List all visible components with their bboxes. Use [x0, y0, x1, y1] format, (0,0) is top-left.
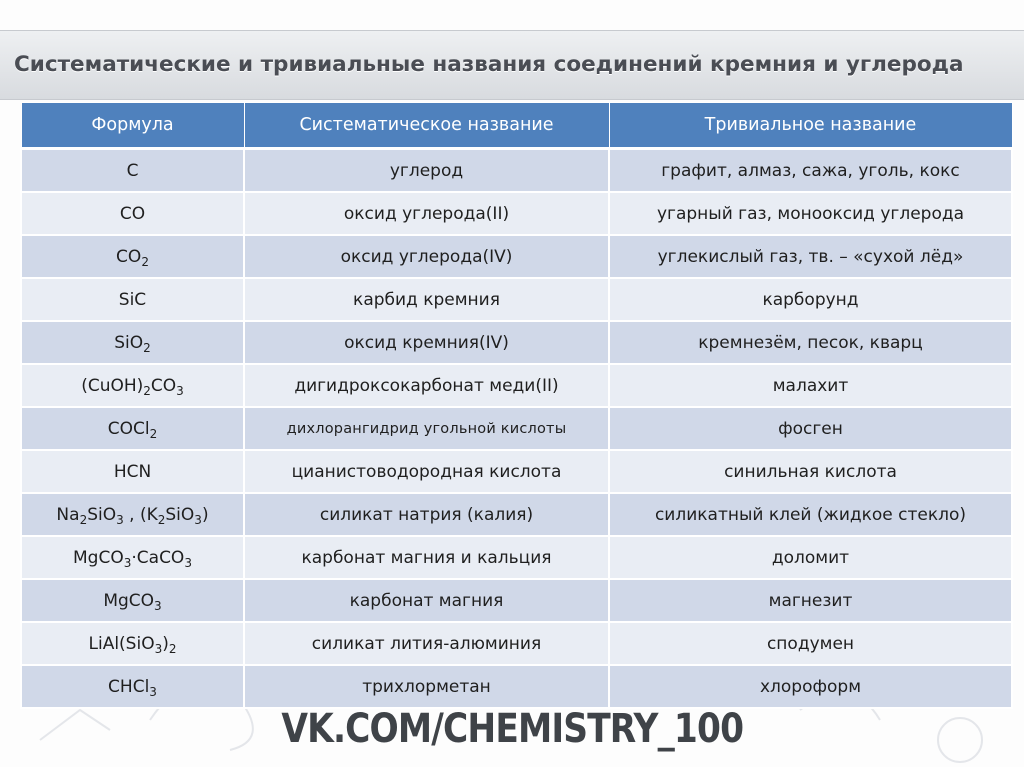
formula-cell: [21, 665, 244, 708]
trivial-name-cell: углекислый газ, тв. – «сухой лёд»: [609, 235, 1012, 278]
trivial-name-cell: угарный газ, монооксид углерода: [609, 192, 1012, 235]
formula-subscript: 3: [154, 598, 162, 613]
table-row: [21, 407, 1012, 450]
page-title: Систематические и тривиальные названия соединений кремния и углерода: [14, 52, 964, 77]
formula-cell: [21, 536, 244, 579]
formula-subscript: 2: [149, 426, 158, 441]
formula-cell: [21, 407, 244, 450]
trivial-name-cell: малахит: [609, 364, 1012, 407]
trivial-name-cell: кремнезём, песок, кварц: [609, 321, 1012, 364]
title-bar: [0, 30, 1024, 100]
systematic-name-cell: цианистоводородная кислота: [244, 450, 609, 493]
table-row: [21, 579, 1012, 622]
formula-text: CHCl: [108, 676, 150, 697]
formula-subscript: 3: [123, 555, 132, 570]
table-row: [21, 665, 1012, 708]
table-row: [21, 536, 1012, 579]
formula-cell: [21, 622, 244, 665]
trivial-name-cell: графит, алмаз, сажа, уголь, кокс: [609, 149, 1012, 193]
trivial-name-cell: хлороформ: [609, 665, 1012, 708]
formula-cell: [21, 450, 244, 493]
header-trivial-name: Тривиальное название: [609, 103, 1012, 149]
systematic-name-cell: карбонат магния: [244, 579, 609, 622]
formula-text: ): [201, 504, 209, 525]
compounds-table: [20, 102, 1013, 709]
formula-text: HCN: [113, 461, 152, 482]
table-row: [21, 278, 1012, 321]
trivial-name-cell: магнезит: [609, 579, 1012, 622]
formula-text: ·CaCO: [131, 547, 185, 568]
formula-text: COCl: [107, 418, 150, 439]
table-row: [21, 149, 1012, 193]
systematic-name-cell: карбид кремния: [244, 278, 609, 321]
formula-subscript: 2: [157, 512, 166, 527]
table-row: [21, 622, 1012, 665]
table-row: [21, 450, 1012, 493]
table-row: [21, 493, 1012, 536]
formula-subscript: 3: [176, 383, 184, 398]
formula-text: CO: [119, 203, 146, 224]
formula-text: SiO: [87, 504, 117, 525]
trivial-name-cell: синильная кислота: [609, 450, 1012, 493]
formula-subscript: 2: [168, 641, 177, 656]
formula-subscript: 3: [149, 684, 157, 699]
table-row: [21, 192, 1012, 235]
formula-text: C: [126, 160, 139, 181]
formula-subscript: 3: [154, 641, 163, 656]
formula-text: ): [162, 633, 169, 654]
formula-text: SiO: [165, 504, 195, 525]
systematic-name-cell: углерод: [244, 149, 609, 193]
formula-cell: [21, 149, 244, 193]
formula-text: MgCO: [73, 547, 124, 568]
formula-subscript: 3: [116, 512, 124, 527]
formula-subscript: 2: [143, 383, 151, 398]
systematic-name-cell: карбонат магния и кальция: [244, 536, 609, 579]
formula-cell: [21, 321, 244, 364]
formula-text: CO: [116, 246, 142, 267]
table-row: [21, 364, 1012, 407]
systematic-name-cell: оксид углерода(IV): [244, 235, 609, 278]
formula-cell: [21, 579, 244, 622]
formula-cell: [21, 493, 244, 536]
watermark: VK.COM/CHEMISTRY_100: [281, 706, 744, 752]
formula-cell: [21, 364, 244, 407]
formula-text: Na: [56, 504, 80, 525]
systematic-name-cell: дихлорангидрид угольной кислоты: [244, 407, 609, 450]
formula-cell: [21, 278, 244, 321]
formula-text: SiC: [118, 289, 147, 310]
systematic-name-cell: трихлорметан: [244, 665, 609, 708]
formula-subscript: 2: [143, 340, 151, 355]
table-row: [21, 235, 1012, 278]
trivial-name-cell: силикатный клей (жидкое стекло): [609, 493, 1012, 536]
formula-text: LiAl(SiO: [88, 633, 155, 654]
table-body: [21, 149, 1012, 709]
systematic-name-cell: оксид кремния(IV): [244, 321, 609, 364]
systematic-name-cell: дигидроксокарбонат меди(II): [244, 364, 609, 407]
systematic-name-cell: оксид углерода(II): [244, 192, 609, 235]
trivial-name-cell: фосген: [609, 407, 1012, 450]
formula-subscript: 2: [79, 512, 88, 527]
systematic-name-cell: силикат натрия (калия): [244, 493, 609, 536]
table-header-row: [21, 103, 1012, 149]
formula-text: MgCO: [103, 590, 155, 611]
header-systematic-name: Систематическое название: [244, 103, 609, 149]
formula-text: CO: [150, 375, 177, 396]
formula-cell: [21, 192, 244, 235]
formula-subscript: 2: [141, 254, 149, 269]
systematic-name-cell: силикат лития-алюминия: [244, 622, 609, 665]
formula-subscript: 3: [184, 555, 192, 570]
table-row: [21, 321, 1012, 364]
formula-subscript: 3: [194, 512, 202, 527]
formula-cell: [21, 235, 244, 278]
header-formula: Формула: [21, 103, 244, 149]
trivial-name-cell: доломит: [609, 536, 1012, 579]
trivial-name-cell: сподумен: [609, 622, 1012, 665]
formula-text: , (K: [123, 504, 158, 525]
formula-text: SiO: [114, 332, 144, 353]
trivial-name-cell: карборунд: [609, 278, 1012, 321]
formula-text: (CuOH): [81, 375, 144, 396]
